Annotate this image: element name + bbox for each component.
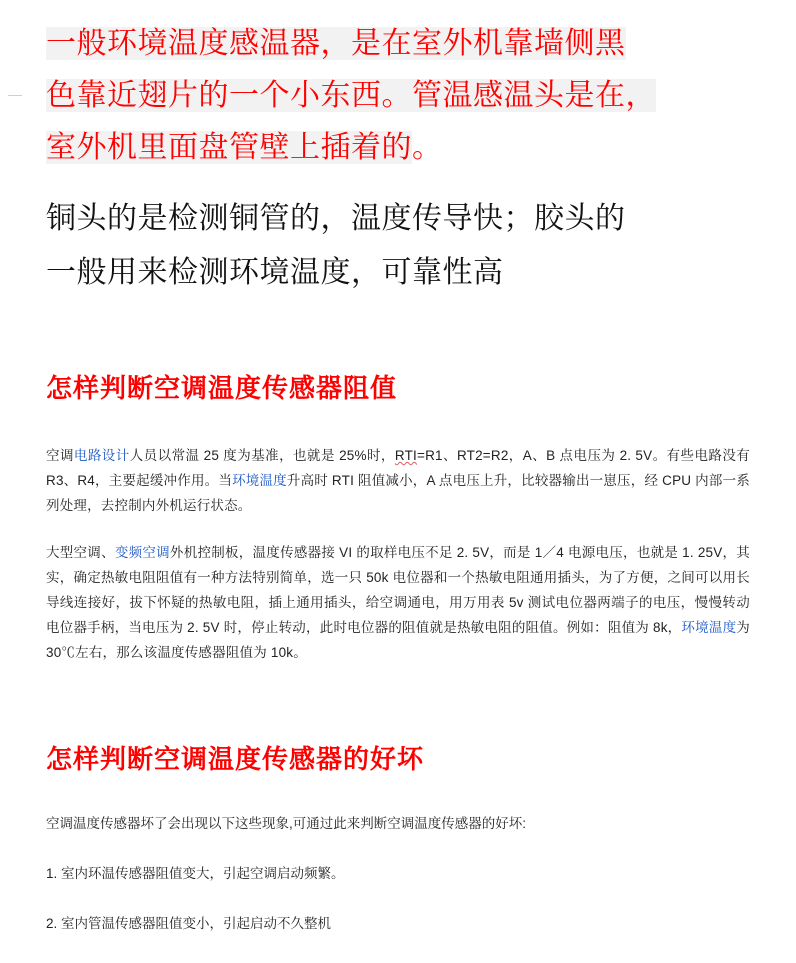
s1p1-text-c: =R1、RT2=R2，A、B 点电压为 2. 5V。有些电路没有 R3、R4，主要起缓冲作用。当 — [46, 448, 750, 488]
section-1-heading: 怎样判断空调温度传感器阻值 — [46, 373, 398, 403]
link-ambient-temperature-2[interactable]: 环境温度 — [681, 620, 737, 635]
section-1-paragraph-1 — [46, 443, 750, 518]
s1p2-text-b: 外机控制板，温度传感器接 VI 的取样电压不足 2. 5V，而是 1／4 电源电压，也就是 1. 25V，其实，确定热敏电阻阻值有一种方法特别简单，选一只 50k 电位器和一个热敏电阻通用插头，为了方便，之间可以用长导线连接好，拔下怀疑的热敏电阻，插上通用插头，给空调通电，用万用表 5v 测试电位器两端子的电压，慢慢转动电位器手柄，当电压为 2. 5V 时，停止转动，此时电位器的阻值就是热敏电阻的阻值。例如：阻值为 8k， — [46, 545, 750, 635]
section-2-heading: 怎样判断空调温度传感器的好坏 — [46, 744, 425, 774]
intro-black-paragraph — [46, 192, 750, 300]
link-circuit-design[interactable]: 电路设计 — [73, 448, 130, 463]
s1p1-text-d: 升高时 RTI 阻值减小，A 点电压上升，比较器输出一崽压，经 CPU 内部一系列处理，去控制内外机运行状态。 — [46, 473, 750, 513]
section-1 — [46, 368, 750, 665]
intro-red-line-2: 色靠近翅片的一个小东西。管温感温头是在， — [46, 79, 656, 112]
section-1-paragraph-2 — [46, 540, 750, 665]
intro-red-line-3-tail: 。 — [412, 131, 443, 164]
section-2-intro: 空调温度传感器坏了会出现以下这些现象,可通过此来判断空调温度传感器的好坏: — [46, 816, 527, 831]
intro-black-line-2: 一般用来检测环境温度，可靠性高 — [46, 256, 504, 289]
list-item: 1. 室内环温传感器阻值变大，引起空调启动频繁。 — [46, 866, 345, 881]
s1p2-text-a: 大型空调、 — [46, 545, 115, 560]
intro-red-line-1: 一般环境温度感温器，是在室外机靠墙侧黑 — [46, 27, 626, 60]
list-item: 2. 室内管温传感器阻值变小，引起启动不久整机 — [46, 916, 332, 931]
link-inverter-ac[interactable]: 变频空调 — [114, 545, 170, 560]
section-2 — [46, 739, 750, 936]
s1p1-spellcheck-term: RTI — [394, 448, 417, 463]
link-ambient-temperature-1[interactable]: 环境温度 — [232, 473, 287, 488]
left-margin-mark — [8, 95, 22, 96]
s1p2-text-c: 为 30℃左右，那么该温度传感器阻值为 10k。 — [46, 620, 750, 660]
s1p1-text-b: 人员以常温 25 度为基准，也就是 25%时， — [129, 448, 395, 463]
s1p1-text-a: 空调 — [46, 448, 74, 463]
intro-black-line-1: 铜头的是检测铜管的，温度传导快；胶头的 — [46, 202, 626, 235]
intro-red-paragraph — [46, 18, 750, 174]
intro-red-line-3: 室外机里面盘管壁上插着的 — [46, 131, 412, 164]
